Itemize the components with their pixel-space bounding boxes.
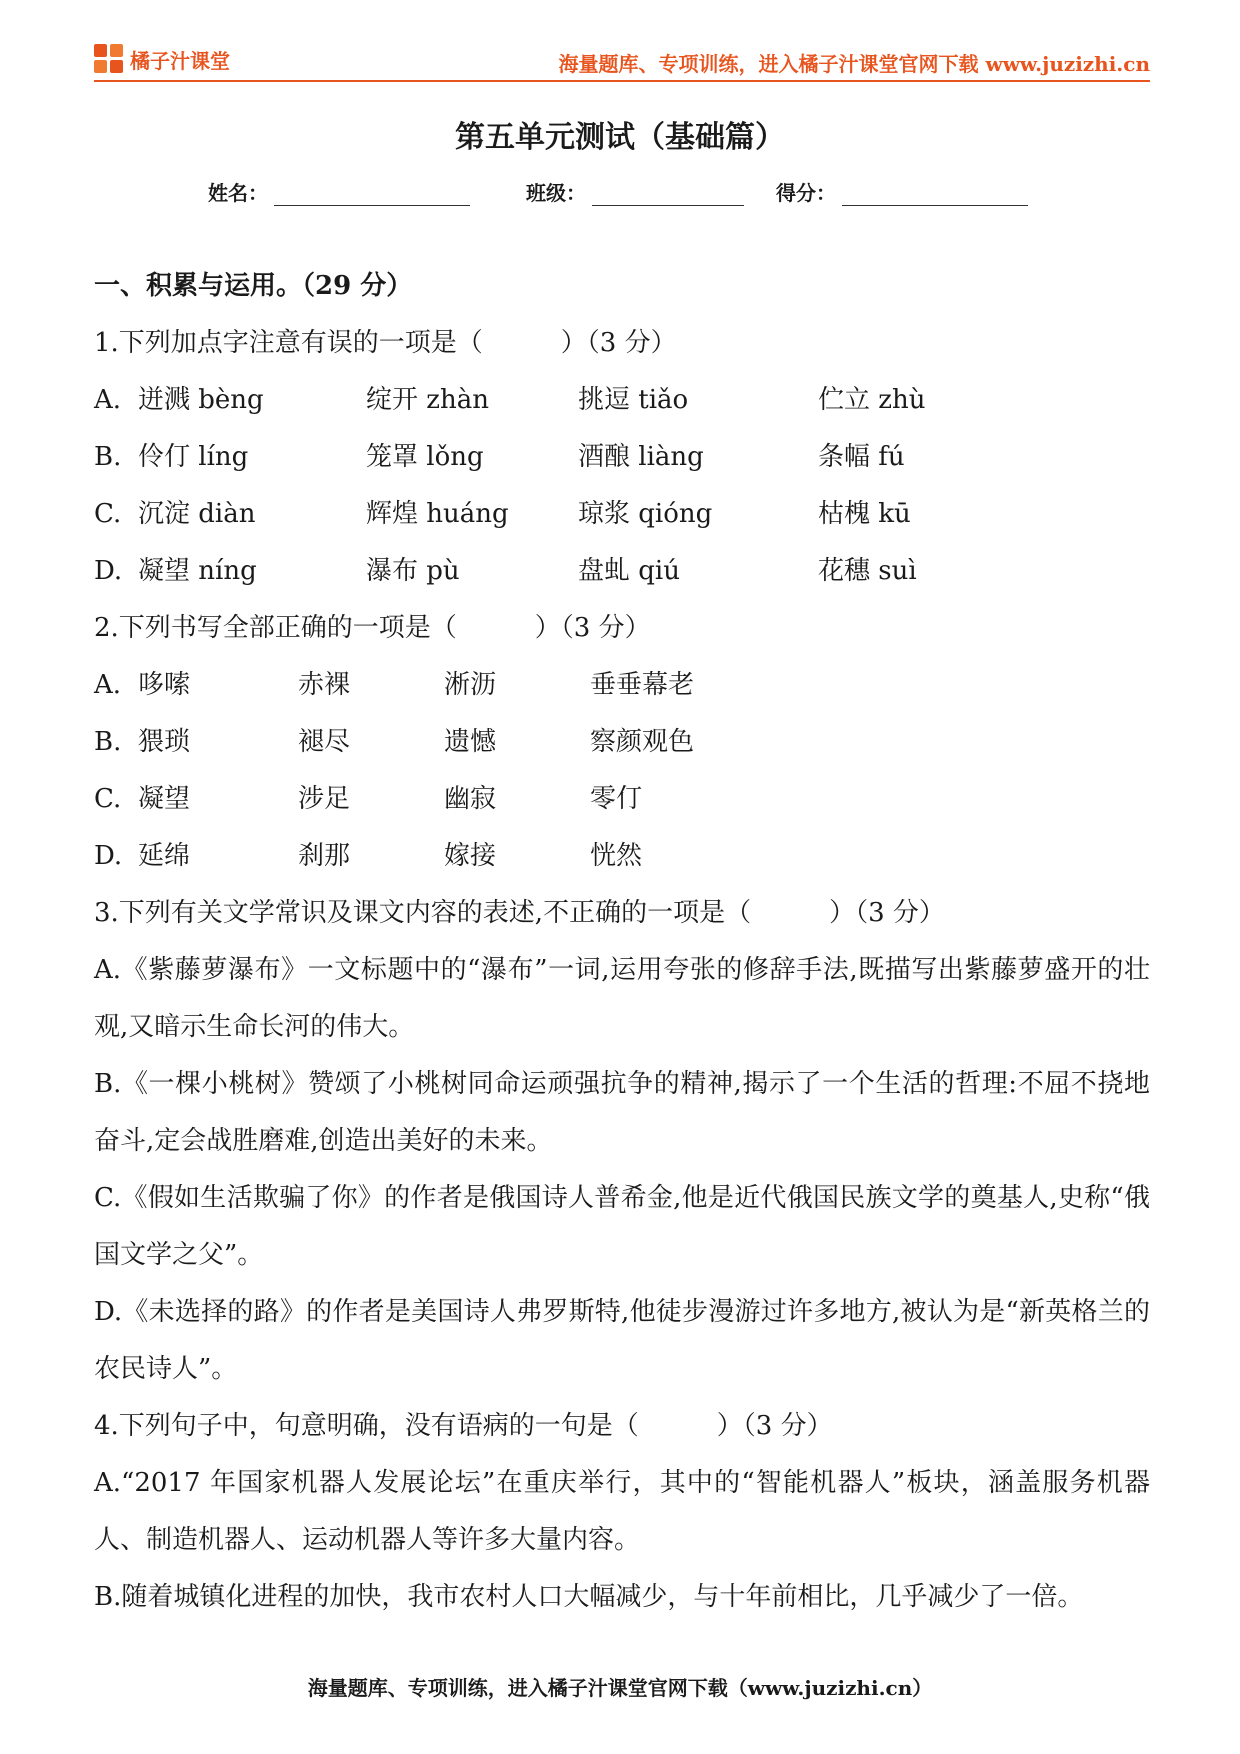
- header-slogan: 海量题库、专项训练，进入橘子汁课堂官网下载 www.juzizhi.cn: [558, 52, 1150, 76]
- exam-content: [94, 258, 1150, 1626]
- option-item: 绽开 zhàn: [366, 385, 489, 415]
- question-4-option-a: A.“2017 年国家机器人发展论坛”在重庆举行，其中的“智能机器人”板块，涵盖服务机器人、制造机器人、运动机器人等许多大量内容。: [94, 1468, 1150, 1555]
- option-item: 凝望 níng: [138, 556, 257, 586]
- name-label: 姓名：: [208, 181, 268, 205]
- name-field: [208, 176, 470, 206]
- option-item: 沉淀 diàn: [138, 499, 256, 529]
- option-item: 伫立 zhù: [818, 385, 926, 415]
- question-2-option-c: [94, 771, 1150, 828]
- option-item: 褪尽: [298, 727, 351, 757]
- class-blank: [592, 181, 744, 206]
- page-title: 第五单元测试（基础篇）: [455, 120, 785, 155]
- option-item: 花穗 suì: [818, 556, 917, 586]
- option-item: 恍然: [590, 841, 643, 871]
- class-label: 班级：: [526, 181, 586, 205]
- option-label: D.: [94, 841, 123, 871]
- score-blank: [842, 181, 1028, 206]
- option-item: 零仃: [590, 784, 643, 814]
- option-item: 猥琐: [138, 727, 191, 757]
- option-item: 迸溅 bèng: [138, 385, 264, 415]
- option-item: 琼浆 qióng: [578, 499, 713, 529]
- option-item: 瀑布 pù: [366, 556, 460, 586]
- option-label: A.: [94, 670, 122, 700]
- option-item: 酒酿 liàng: [578, 442, 704, 472]
- option-item: 盘虬 qiú: [578, 556, 680, 586]
- question-3-option-a: A.《紫藤萝瀑布》一文标题中的“瀑布”一词,运用夸张的修辞手法,既描写出紫藤萝盛开的壮观,又暗示生命长河的伟大。: [94, 955, 1150, 1042]
- option-item: 枯槐 kū: [818, 499, 911, 529]
- question-1-option-a: [94, 372, 1150, 429]
- option-item: 幽寂: [444, 784, 497, 814]
- header-divider: [94, 80, 1150, 82]
- option-item: 伶仃 líng: [138, 442, 249, 472]
- question-2-stem: 2.下列书写全部正确的一项是（ ）（3 分）: [94, 613, 651, 643]
- question-1-option-b: [94, 429, 1150, 486]
- section-heading: 一、积累与运用。（29 分）: [94, 271, 413, 301]
- option-item: 笼罩 lǒng: [366, 442, 484, 472]
- brand-logo: [94, 44, 230, 74]
- option-item: 赤裸: [298, 670, 351, 700]
- logo-text: 橘子汁课堂: [130, 48, 230, 73]
- option-item: 淅沥: [444, 670, 497, 700]
- option-item: 挑逗 tiǎo: [578, 385, 689, 415]
- question-2-option-d: [94, 828, 1150, 885]
- question-2-option-a: [94, 657, 1150, 714]
- option-label: B.: [94, 442, 122, 472]
- option-item: 延绵: [138, 841, 191, 871]
- option-label: B.: [94, 727, 122, 757]
- score-label: 得分：: [776, 181, 836, 205]
- option-label: D.: [94, 556, 123, 586]
- option-item: 遗憾: [444, 727, 497, 757]
- option-item: 涉足: [298, 784, 351, 814]
- option-item: 嫁接: [444, 841, 497, 871]
- score-field: [776, 176, 1028, 206]
- question-3-stem: 3.下列有关文学常识及课文内容的表述,不正确的一项是（ ）（3 分）: [94, 898, 945, 928]
- question-1-option-d: [94, 543, 1150, 600]
- question-2-option-b: [94, 714, 1150, 771]
- option-item: 条幅 fú: [818, 442, 905, 472]
- option-label: A.: [94, 385, 122, 415]
- option-label: C.: [94, 784, 122, 814]
- option-item: 哆嗦: [138, 670, 191, 700]
- class-field: [526, 176, 744, 206]
- question-3-option-c: C.《假如生活欺骗了你》的作者是俄国诗人普希金,他是近代俄国民族文学的奠基人,史称“俄国文学之父”。: [94, 1183, 1150, 1270]
- logo-squares-icon: [94, 44, 124, 74]
- option-label: C.: [94, 499, 122, 529]
- option-item: 刹那: [298, 841, 351, 871]
- option-item: 察颜观色: [590, 727, 695, 757]
- name-blank: [274, 181, 470, 206]
- question-4-stem: 4.下列句子中，句意明确，没有语病的一句是（ ）（3 分）: [94, 1411, 833, 1441]
- question-1-option-c: [94, 486, 1150, 543]
- page-footer: 海量题库、专项训练，进入橘子汁课堂官网下载（www.juzizhi.cn）: [307, 1676, 933, 1700]
- question-3-option-d: D.《未选择的路》的作者是美国诗人弗罗斯特,他徒步漫游过许多地方,被认为是“新英格兰的农民诗人”。: [94, 1297, 1150, 1384]
- option-item: 凝望: [138, 784, 191, 814]
- question-1-stem: 1.下列加点字注意有误的一项是（ ）（3 分）: [94, 328, 677, 358]
- option-item: 辉煌 huáng: [366, 499, 509, 529]
- option-item: 垂垂幕老: [590, 670, 695, 700]
- question-3-option-b: B.《一棵小桃树》赞颂了小桃树同命运顽强抗争的精神,揭示了一个生活的哲理:不屈不挠地奋斗,定会战胜磨难,创造出美好的未来。: [94, 1069, 1150, 1156]
- page-header: [94, 40, 1150, 80]
- question-4-option-b: B.随着城镇化进程的加快，我市农村人口大幅减少，与十年前相比，几乎减少了一倍。: [94, 1582, 1084, 1612]
